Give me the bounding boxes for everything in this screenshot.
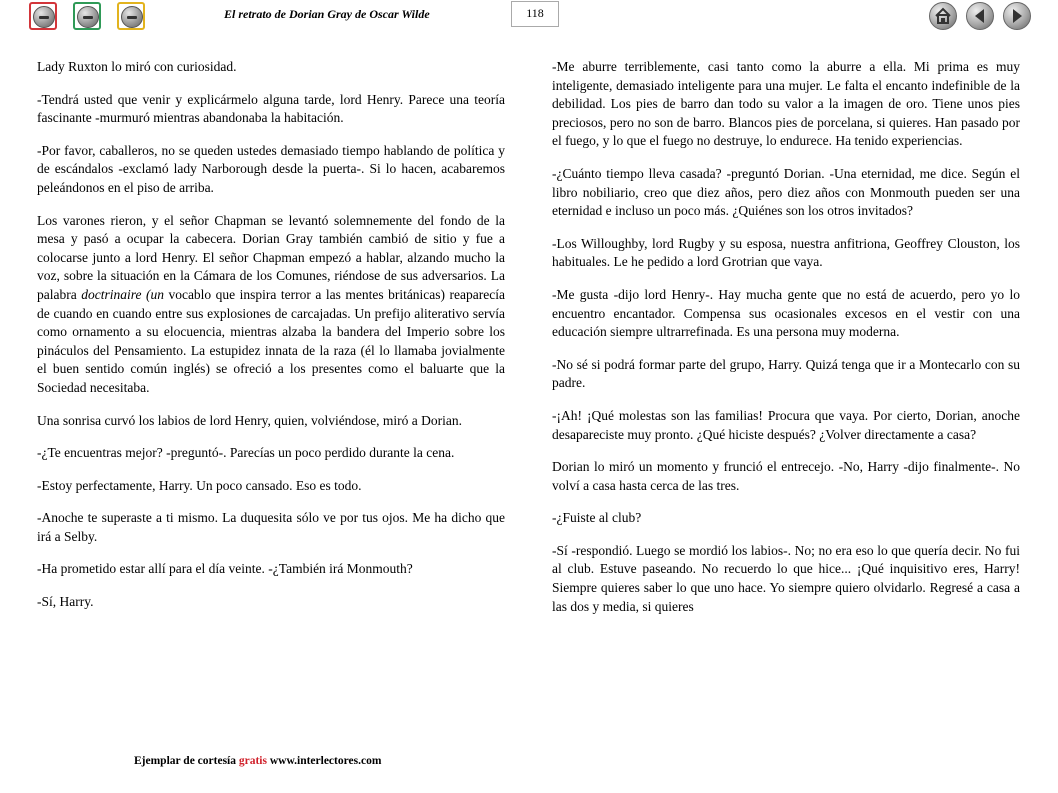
paragraph: -Los Willoughby, lord Rugby y su esposa, nuestra anfitriona, Geoffrey Clouston, los habituales. Le he pedido a lord Grotrian que vaya. (552, 235, 1020, 270)
paragraph: -¡Ah! ¡Qué molestas son las familias! Procura que vaya. Por cierto, Dorian, anoche desapareciste muy pronto. ¿Qué hiciste después? ¿Volver directamente a casa? (552, 407, 1020, 442)
page-number: 118 (511, 1, 559, 27)
paragraph: -Estoy perfectamente, Harry. Un poco cansado. Eso es todo. (37, 477, 362, 493)
paragraph: -No sé si podrá formar parte del grupo, Harry. Quizá tenga que ir a Montecarlo con su padre. (552, 356, 1020, 391)
paragraph: -Por favor, caballeros, no se queden ustedes demasiado tiempo hablando de política y de escándalos -exclamó lady Narborough desde la puerta-. Si lo hacen, acabaremos peleándonos en el piso de arriba. (37, 142, 505, 195)
paragraph: Dorian lo miró un momento y frunció el entrecejo. -No, Harry -dijo finalmente-. No volví a casa hasta cerca de las tres. (552, 459, 1020, 493)
previous-page-button[interactable] (966, 2, 994, 30)
paragraph-text: vocablo que inspira terror a las mentes británicas) reaparecía de cuando en cuando entre sus explosiones de carcajadas. Un prefijo aliterativo servía como ornamento a su elocuencia, mientras alzaba la bandera del Imperio sobre los pináculos del Pensamiento. La estupidez innata de la raza (él lo llamaba jovialmente el buen sentido común inglés) se ofreció a los presentes como el baluarte que la Sociedad necesitaba. (37, 286, 505, 395)
paragraph: -Me aburre terriblemente, casi tanto como la aburre a ella. Mi prima es muy inteligente, demasiado inteligente para una mujer. Le falta el encanto indefinible de la debilidad. Los pies de barro dan todo su valor a la imagen de oro. Tiene unos pies preciosos, pero no son de barro. Blancos pies de porcelana, si quieres. Han pasado por el fuego, y lo que el fuego no destruye, lo endurece. Ha tenido experiencias. (552, 59, 1020, 149)
paragraph: -Anoche te superaste a ti mismo. La duquesita sólo ve por tus ojos. Me ha dicho que irá a Selby. (37, 510, 505, 544)
paragraph-text: Los varones rieron, y el señor Chapman se levantó solemnemente del fondo de la mesa y pasó a ocupar la cabecera. Dorian Gray también cambió de sitio y fue a colocarse junto a lord Henry. El señor Chapman empezó a hablar, alzando mucho la voz, sobre la situación en la Cámara de los Comunes, riéndose de sus adversarios. La palabra (37, 212, 505, 302)
paragraph: -Sí -respondió. Luego se mordió los labios-. No; no era eso lo que quería decir. No fui al club. Estuve paseando. No recuerdo lo que hice... ¡Qué inquisitivo eres, Harry! Siempre quieres saber lo que uno hace. Yo siempre quiero olvidarlo. Regresé a casa a las dos y media, si quieres (552, 542, 1020, 614)
triangle-right-icon (1004, 3, 1030, 29)
italic-text: doctrinaire (un (81, 286, 164, 302)
footer-courtesy (134, 755, 381, 767)
right-text-column (552, 58, 1020, 630)
paragraph: -¿Te encuentras mejor? -preguntó-. Parecías un poco perdido durante la cena. (37, 445, 455, 461)
left-text-column (37, 58, 505, 626)
minus-icon (33, 6, 55, 28)
paragraph: Una sonrisa curvó los labios de lord Henry, quien, volviéndose, miró a Dorian. (37, 412, 463, 428)
home-button[interactable] (929, 2, 957, 30)
footer-gratis: gratis (238, 755, 267, 767)
paragraph: -Tendrá usted que venir y explicármelo alguna tarde, lord Henry. Parece una teoría fascinante -murmuró mientras abandonaba la habitación. (37, 91, 505, 126)
footer-link[interactable]: www.interlectores.com (266, 755, 382, 767)
next-page-button[interactable] (1003, 2, 1031, 30)
paragraph (37, 212, 505, 398)
paragraph: -Ha prometido estar allí para el día veinte. -¿También irá Monmouth? (37, 561, 413, 577)
book-title: El retrato de Dorian Gray de Oscar Wilde (224, 7, 430, 21)
home-icon (930, 3, 956, 29)
minus-icon (121, 6, 143, 28)
paragraph: -Sí, Harry. (37, 594, 94, 610)
red-menu-button[interactable] (29, 2, 57, 30)
paragraph: -¿Cuánto tiempo lleva casada? -preguntó Dorian. -Una eternidad, me dice. Según el libro nobiliario, creo que diez años, pero diez años con Monmouth pueden ser una eternidad e incluso un poco más. ¿Quiénes son los otros invitados? (552, 165, 1020, 219)
footer-text: Ejemplar de cortesía (134, 755, 239, 767)
green-menu-button[interactable] (73, 2, 101, 30)
yellow-menu-button[interactable] (117, 2, 145, 30)
paragraph: -¿Fuiste al club? (552, 510, 642, 526)
paragraph: Lady Ruxton lo miró con curiosidad. (37, 59, 237, 74)
paragraph: -Me gusta -dijo lord Henry-. Hay mucha gente que no está de acuerdo, pero yo lo encuentro encantador. Compensa sus ocasionales excesos en el vestir con una educación siempre ultrarrefinada. Es una persona muy moderna. (552, 286, 1020, 340)
minus-icon (77, 6, 99, 28)
triangle-left-icon (967, 3, 993, 29)
